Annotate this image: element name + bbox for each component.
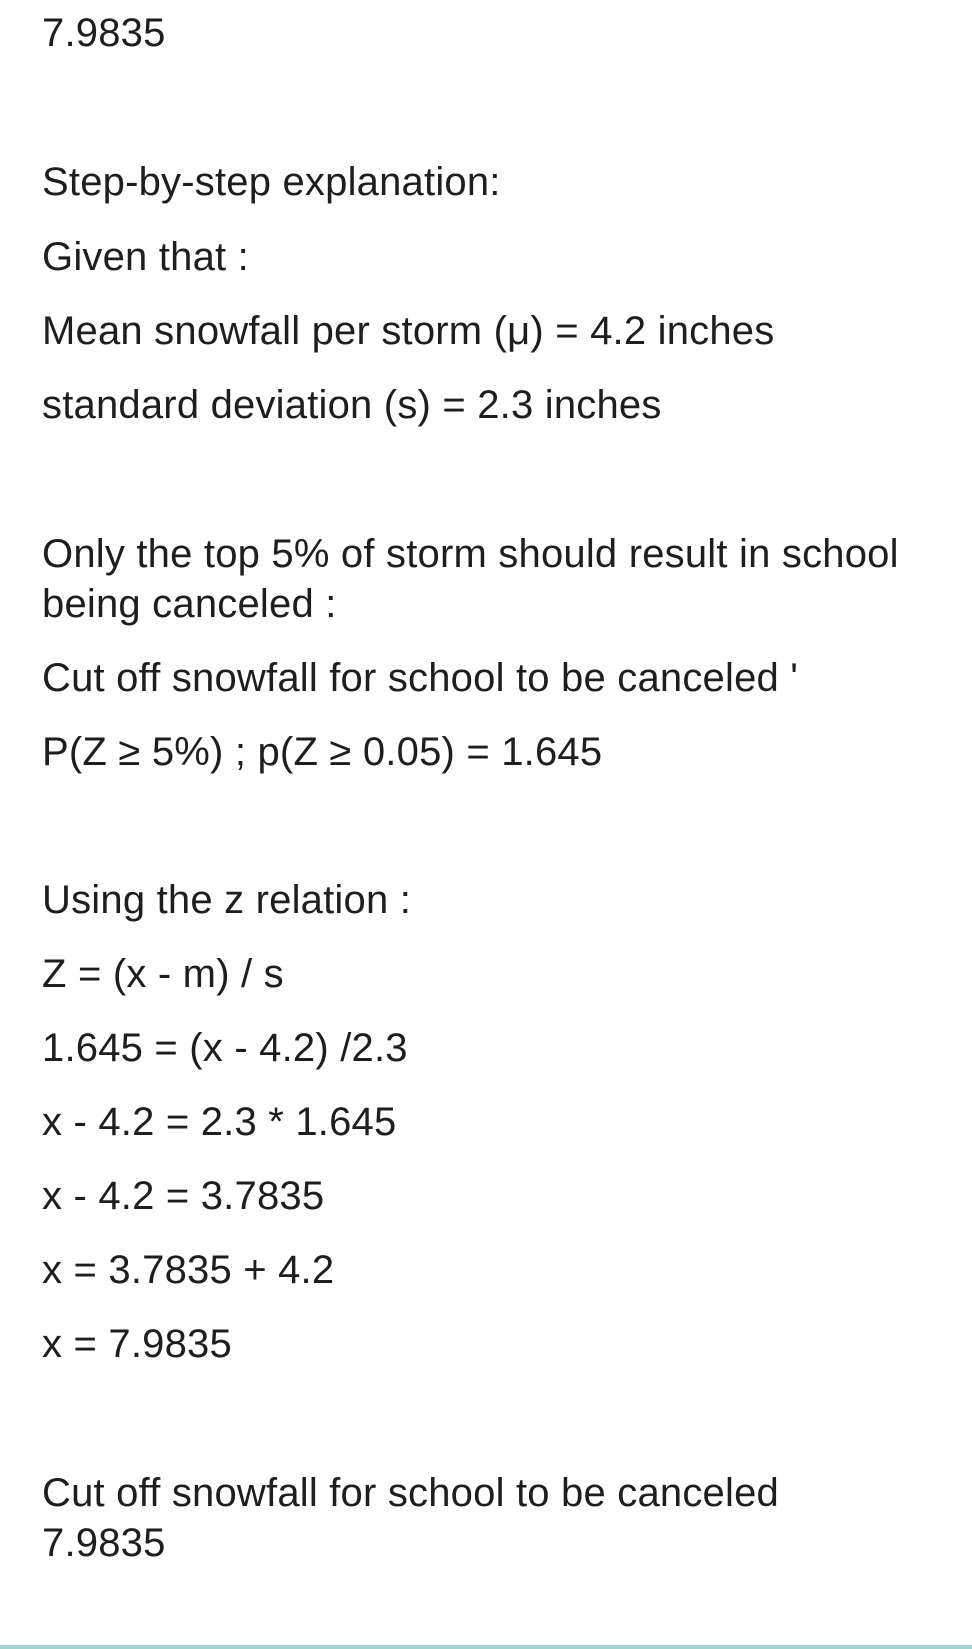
answer-value-top: 7.9835 [42,11,166,55]
given-heading: Given that : [42,235,249,279]
calculation-step: x = 3.7835 + 4.2 [42,1248,335,1292]
calculation-step: Z = (x - m) / s [42,952,284,996]
conclusion-line-1: Cut off snowfall for school to be canceled [42,1471,779,1515]
conclusion-value: 7.9835 [42,1521,166,1565]
calculation-step: 1.645 = (x - 4.2) /2.3 [42,1026,408,1070]
calculation-step: x - 4.2 = 2.3 * 1.645 [42,1100,397,1144]
cutoff-heading: Cut off snowfall for school to be canceled ' [42,656,799,700]
calculation-step: x - 4.2 = 3.7835 [42,1174,325,1218]
probability-line: P(Z ≥ 5%) ; p(Z ≥ 0.05) = 1.645 [42,730,603,774]
mean-line: Mean snowfall per storm (μ) = 4.2 inches [42,309,775,353]
condition-line-1: Only the top 5% of storm should result in school [42,532,899,576]
condition-line-2: being canceled : [42,582,337,626]
standard-deviation-line: standard deviation (s) = 2.3 inches [42,383,662,427]
bottom-divider [0,1645,972,1649]
explanation-heading: Step-by-step explanation: [42,160,501,204]
z-relation-heading: Using the z relation : [42,878,412,922]
calculation-step: x = 7.9835 [42,1322,232,1366]
